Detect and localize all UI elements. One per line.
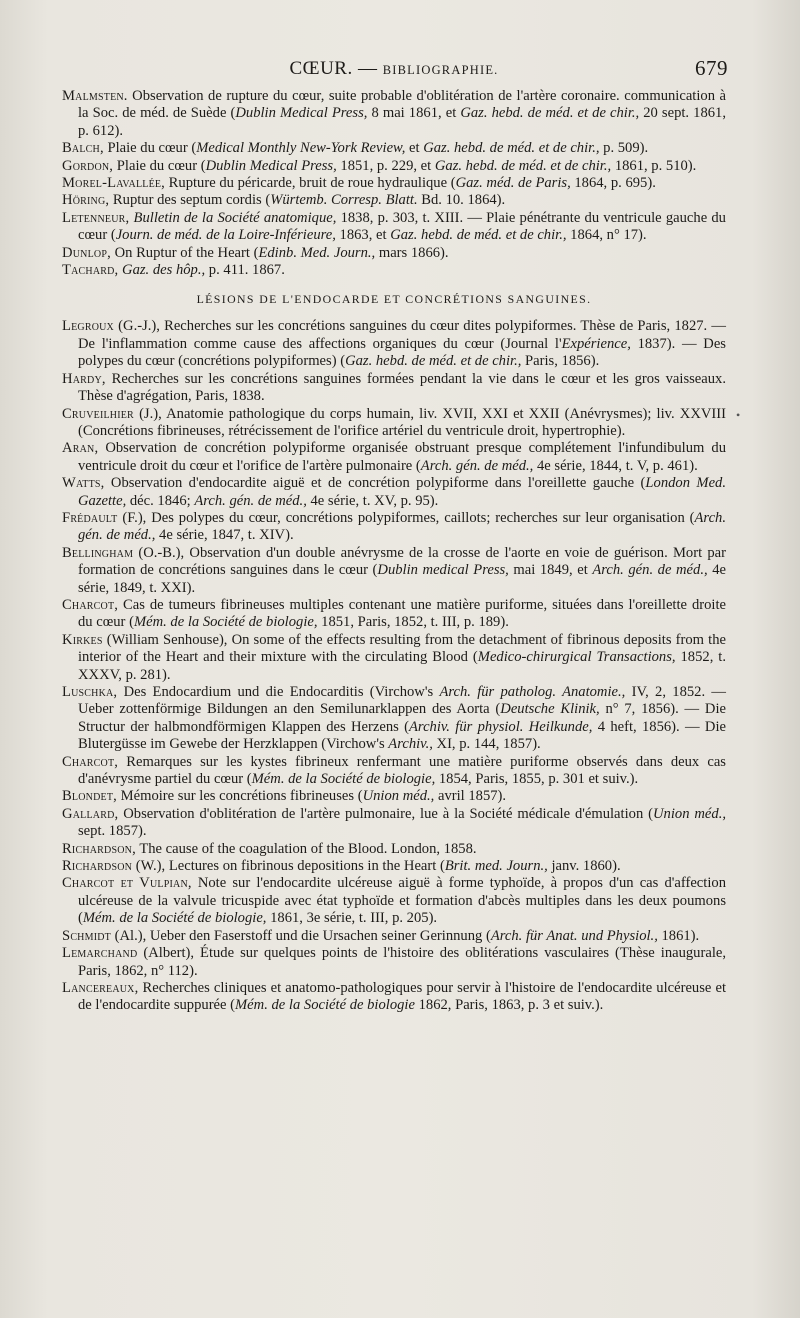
entry-text: Des Endocardium und die Endocarditis (Virchow's (117, 684, 440, 700)
entry-text: Note sur l'endocardite ulcéreuse aiguë à forme typhoïde, à propos d'un cas d'affection ulcéreuse de la valvule tricuspide avec état typhoïde et formation d'abcès multiples dans les deux poumons ( (78, 875, 726, 927)
entry-text: 4e série, t. XV, p. 95). (306, 492, 439, 509)
entry-author: Aran, (62, 440, 99, 457)
section-heading: LÉSIONS DE L'ENDOCARDE ET CONCRÉTIONS SANGUINES. (196, 292, 592, 307)
entry-author: Blondet, (62, 788, 117, 805)
entry-text: XI, p. 144, 1857). (432, 736, 541, 753)
bibliography-entry (62, 858, 726, 875)
entry-text: 4e série, 1844, t. V, p. 461). (533, 457, 698, 474)
entry-text: IV, 2, 1852. — Ueber zottenförmige Bildungen an den Semilunarklappen des Aorta ( (78, 684, 726, 718)
bibliography-entry (62, 632, 726, 684)
bibliography-entry (62, 318, 726, 370)
entry-author: Letenneur, (62, 209, 130, 226)
entry-source-title: Arch. für patholog. Anatomie., (439, 684, 626, 700)
entry-source-title: Medical Monthly New-York Review, (196, 140, 406, 157)
bibliography-entry (62, 875, 726, 927)
entry-text: 1861, 3e série, t. III, p. 205). (266, 910, 438, 927)
entry-text: Recherches sur les concrétions sanguines formées pendant la vie dans le cœur et les gros vaisseaux. Thèse d'agrégation, Paris, 1838. (78, 370, 726, 405)
running-header (62, 58, 726, 88)
entry-author: Hardy, (62, 370, 106, 387)
entry-source-title: Mém. de la Société de biologie, (82, 910, 267, 927)
entry-source-title: Union méd., (362, 788, 435, 805)
entry-source-title: Mém. de la Société de biologie (235, 997, 415, 1014)
entry-text: 1861). (657, 927, 700, 944)
entry-author: Morel-Lavallée, (62, 175, 166, 192)
entry-source-title: Gaz. hebd. de méd. et de chir., (434, 157, 612, 174)
entry-author: Watts, (62, 475, 105, 492)
entry-author: Balch, (62, 140, 104, 157)
entry-text: 20 sept. 1861, p. 612). (78, 105, 726, 139)
entry-source-title: Gaz. des hôp., (122, 262, 206, 279)
entry-source-title: Gaz. méd. de Paris, (455, 175, 571, 192)
bibliography-entry (62, 545, 726, 597)
entry-text: 4 heft, 1856). — Die Blutergüsse im Gewebe der Herzklappen (Virchow's (78, 718, 726, 753)
entry-text: p. 411. 1867. (205, 262, 285, 279)
entry-author: Lancereaux, (62, 979, 139, 996)
entry-author: Kirkes (62, 631, 103, 648)
entry-text: sept. 1857). (78, 823, 147, 840)
entry-source-title: Gaz. hebd. de méd. et de chir., (423, 140, 600, 157)
entry-source-title: Arch. gén. de méd., (78, 509, 726, 544)
entry-source-title: Arch. gén. de méd., (194, 492, 307, 509)
entry-source-title: Mém. de la Société de biologie, (133, 614, 318, 631)
entry-text: 8 mai 1861, et (367, 105, 461, 122)
entry-text: n° 7, 1856). — Die Structur der halbmondförmigen Klappen des Herzens ( (78, 701, 726, 735)
entry-text: avril 1857). (434, 788, 507, 805)
bibliography-entry (62, 597, 726, 632)
entry-source-title: Archiv., (388, 736, 433, 753)
entry-source-title: Arch. gén. de méd., (592, 562, 708, 579)
entry-text: 1851, p. 229, et (336, 157, 435, 174)
bibliography-entry (62, 754, 726, 789)
bibliography-entry (62, 980, 726, 1015)
entry-source-title: Arch. für Anat. und Physiol., (490, 927, 658, 944)
entry-text: 1837). — Des polypes du cœur (concrétions polypiformes) ( (78, 335, 726, 370)
entry-author: Cruveilhier (62, 405, 134, 422)
entry-text: (F.), Des polypes du cœur, concrétions polypiformes, caillots; recherches sur leur organisation ( (117, 509, 695, 526)
entry-text: Observation d'oblitération de l'artère pulmonaire, lue à la Société médicale d'émulation ( (118, 805, 653, 822)
entry-source-title: Journ. de méd. de la Loire-Inférieure, (115, 227, 336, 244)
entry-author: Lemarchand (62, 945, 138, 962)
entry-text: 1854, Paris, 1855, p. 301 et suiv.). (435, 771, 639, 788)
bibliography-entry (62, 192, 726, 209)
entry-text: Observation de concrétion polypiforme organisée obstruant presque complétement l'infundibulum du ventricule droit du cœur et l'orifice de l'artère pulmonaire ( (78, 440, 726, 474)
entry-text: Bd. 10. 1864). (417, 192, 506, 209)
entry-text: On Ruptur of the Heart ( (110, 244, 259, 261)
entry-text: 1864, n° 17). (566, 227, 647, 244)
entry-text: Mémoire sur les concrétions fibrineuses ( (116, 788, 363, 805)
entry-text: Recherches cliniques et anatomo-pathologiques pour servir à l'histoire de l'endocardite ulcéreuse et de l'endocardite suppurée ( (78, 979, 726, 1014)
header-dash: — (357, 58, 378, 79)
entry-text: déc. 1846; (126, 492, 195, 509)
bibliography-entry (62, 475, 726, 510)
entry-author: Charcot et Vulpian, (62, 875, 192, 892)
entry-author: Bellingham (62, 544, 134, 561)
entry-text: 4e série, 1849, t. XXI). (78, 562, 726, 596)
entry-text: Paris, 1856). (521, 353, 600, 370)
page-number: 679 (695, 56, 728, 80)
entry-author: Tachard, (62, 262, 119, 279)
entry-text: Plaie du cœur ( (103, 140, 197, 157)
entry-text: 1863, et (335, 227, 391, 244)
bibliography-entry (62, 841, 726, 858)
bibliography-entry (62, 210, 726, 245)
bibliography-list-rupture (62, 88, 726, 279)
bibliography-entry (62, 140, 726, 157)
entry-source-title: Gaz. hebd. de méd. et de chir., (345, 353, 522, 370)
entry-text: (G.-J.), Recherches sur les concrétions sanguines du cœur dites polypiformes. Thèse de Paris, 1827. — De l'inflammation comme cause des affections organiques du cœur (Journal l' (78, 318, 726, 352)
bibliography-entry (62, 175, 726, 192)
bibliography-list-endocarde (62, 318, 726, 1014)
entry-author: Richardson (62, 858, 133, 875)
header-title: CŒUR. (289, 58, 353, 79)
entry-text: 1862, Paris, 1863, p. 3 et suiv.). (414, 997, 604, 1014)
entry-source-title: Union méd., (653, 805, 726, 822)
bibliography-entry (62, 245, 726, 262)
entry-author: Gallard, (62, 805, 119, 822)
entry-text: 4e série, 1847, t. XIV). (155, 527, 294, 544)
entry-source-title: Würtemb. Corresp. Blatt. (270, 192, 418, 209)
entry-text: 1861, p. 510). (611, 157, 697, 174)
entry-text: 1838, p. 303, t. XIII. — Plaie pénétrante du ventricule gauche du cœur ( (78, 209, 726, 244)
entry-author: Frédault (62, 509, 118, 526)
bibliography-entry (62, 371, 726, 406)
entry-text: Observation de rupture du cœur, suite probable d'oblitération de l'artère coronaire. communication à la Soc. de méd. de Suède ( (78, 88, 726, 122)
bibliography-entry (62, 440, 726, 475)
entry-source-title: Archiv. für physiol. Heilkunde, (409, 718, 593, 735)
entry-author: Malmsten. (62, 88, 128, 104)
entry-source-title: Deutsche Klinik, (500, 701, 600, 718)
entry-author: Charcot, (62, 596, 119, 613)
entry-source-title: Dublin medical Press, (377, 562, 509, 579)
entry-source-title: Edinb. Med. Journ., (258, 244, 376, 261)
entry-source-title: Gaz. hebd. de méd. et de chir., (460, 105, 640, 122)
entry-text: (Al.), Ueber den Faserstoff und die Ursachen seiner Gerinnung ( (110, 927, 491, 944)
entry-text: Rupture du péricarde, bruit de roue hydraulique ( (165, 175, 456, 192)
bibliography-entry (62, 88, 726, 140)
entry-source-title: London Med. Gazette, (78, 475, 726, 509)
entry-source-title: Dublin Medical Press, (235, 105, 368, 122)
bibliography-entry (62, 158, 726, 175)
entry-author: Dunlop, (62, 244, 111, 261)
header-subtitle: BIBLIOGRAPHIE. (382, 63, 499, 77)
entry-author: Gordon, (62, 157, 114, 174)
entry-text: (J.), Anatomie pathologique du corps humain, liv. XVII, XXI et XXII (Anévrysmes); liv. XXVIII (Concrétions fibrineuses, rétrécissement de l'orifice artériel du ventricule droit, hypertrophie). (78, 405, 726, 439)
bibliography-entry (62, 510, 726, 545)
bibliography-entry (62, 406, 726, 441)
entry-source-title: Dublin Medical Press, (205, 157, 337, 174)
entry-source-title: Bulletin de la Société anatomique, (133, 209, 337, 226)
entry-text: (W.), Lectures on fibrinous depositions in the Heart ( (132, 858, 445, 875)
entry-text: 1851, Paris, 1852, t. III, p. 189). (317, 614, 509, 631)
entry-text: Observation d'endocardite aiguë et de concrétion polypiforme dans l'oreillette gauche ( (104, 475, 646, 492)
bibliography-entry (62, 806, 726, 841)
entry-author: Luschka, (62, 684, 118, 700)
entry-source-title: Gaz. hebd. de méd. et de chir., (390, 227, 567, 244)
entry-text: Remarques sur les kystes fibrineux renfermant une matière puriforme observés dans deux cas d'anévrysme partiel du cœur ( (78, 753, 726, 788)
entry-text: mars 1866). (375, 244, 449, 261)
bibliography-entry (62, 684, 726, 754)
entry-author: Schmidt (62, 927, 111, 944)
entry-author: Charcot, (62, 753, 119, 770)
entry-text: janv. 1860). (547, 858, 621, 875)
entry-text: Cas de tumeurs fibrineuses multiples contenant une matière puriforme, situées dans l'oreillette droite du cœur ( (78, 596, 726, 631)
entry-text: p. 509). (599, 140, 649, 157)
entry-text: Ruptur des septum cordis ( (109, 192, 271, 209)
entry-text: (O.-B.), Observation d'un double anévrysme de la crosse de l'aorte en voie de guérison. Mort par formation de concrétions sanguines dans le cœur ( (78, 544, 726, 579)
entry-text: (Albert), Étude sur quelques points de l'histoire des oblitérations vasculaires (Thèse inaugurale, Paris, 1862, n° 112). (78, 945, 726, 979)
bibliography-entry (62, 262, 726, 279)
entry-text: et (405, 140, 424, 157)
entry-author: Legroux (62, 318, 114, 335)
entry-text: 1852, t. XXXV, p. 281). (78, 649, 726, 683)
entry-text: 1864, p. 695). (570, 175, 656, 192)
entry-text: Plaie du cœur ( (113, 157, 206, 174)
bibliography-entry (62, 788, 726, 805)
entry-source-title: Expérience, (561, 335, 631, 352)
entry-text: mai 1849, et (508, 562, 593, 579)
entry-source-title: Arch. gén. de méd., (420, 457, 534, 474)
entry-author: Höring, (62, 192, 110, 209)
entry-author: Richardson, (62, 840, 136, 857)
entry-text: (William Senhouse), On some of the effects resulting from the detachment of fibrinous deposits from the interior of the Heart and their mixture with the circulating Blood ( (78, 631, 726, 666)
entry-source-title: Brit. med. Journ., (444, 858, 548, 875)
entry-source-title: Medico-chirurgical Transactions, (477, 649, 676, 666)
bibliography-entry (62, 928, 726, 945)
bibliography-entry (62, 945, 726, 980)
entry-source-title: Mém. de la Société de biologie, (251, 771, 436, 788)
entry-text: The cause of the coagulation of the Blood. London, 1858. (135, 840, 477, 857)
margin-mark: • (736, 408, 741, 422)
